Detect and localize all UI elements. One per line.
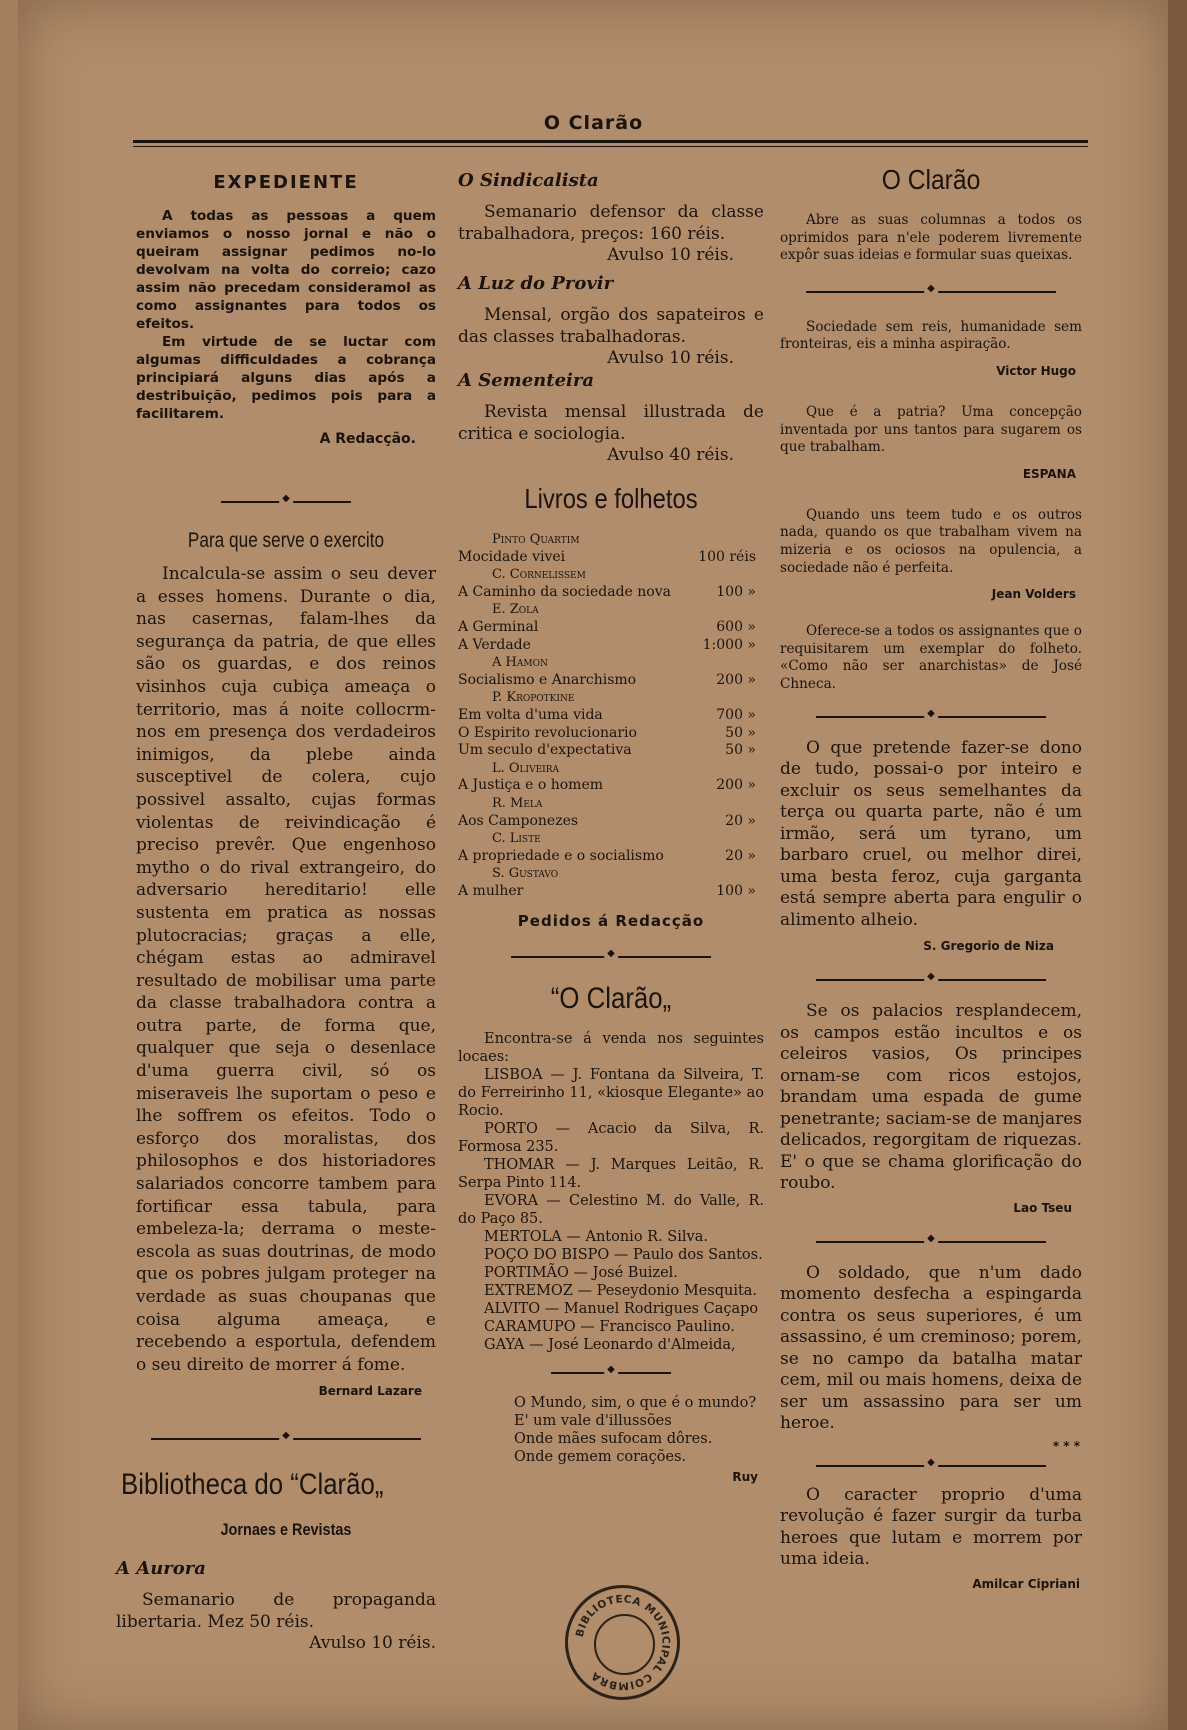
biblioteca-subtitle: Jornaes e Revistas bbox=[220, 1520, 352, 1540]
sementeira-text: Revista mensal illustrada de critica e sociologia. bbox=[458, 402, 764, 444]
expediente-title: EXPEDIENTE bbox=[213, 172, 359, 193]
soldado-author: * * * bbox=[1052, 1438, 1080, 1453]
exercito-title: Para que serve o exercito bbox=[187, 529, 385, 552]
oclarao-intro: Abre as suas columnas a todos os oprimidos para n'ele poderem livremente expôr suas ideias e formular suas queixas. bbox=[780, 212, 1082, 264]
book-title: O Espirito revolucionario bbox=[458, 724, 637, 741]
sindicalista-heading: O Sindicalista bbox=[458, 170, 599, 191]
divider bbox=[816, 975, 1046, 985]
divider bbox=[816, 1461, 1046, 1471]
book-row bbox=[458, 813, 764, 831]
book-title: A Justiça e o homem bbox=[458, 777, 604, 794]
book-title: Socialismo e Anarchismo bbox=[458, 671, 637, 688]
luz-heading: A Luz do Provir bbox=[458, 273, 614, 294]
book-row bbox=[458, 865, 764, 883]
books-list bbox=[458, 531, 764, 900]
book-price: 100 réis bbox=[698, 548, 756, 565]
quote-text: Sociedade sem reis, humanidade sem fronteiras, eis a minha aspiração. bbox=[780, 318, 1082, 353]
venda-local: PORTO — Acacio da Silva, R. Formosa 235. bbox=[458, 1121, 764, 1156]
book-row bbox=[458, 637, 764, 655]
divider bbox=[816, 712, 1046, 722]
luz-price: Avulso 10 réis. bbox=[607, 348, 734, 368]
book-author: C. Cornelissem bbox=[492, 567, 586, 583]
column-middle bbox=[458, 170, 764, 1484]
book-row bbox=[458, 848, 764, 866]
book-title: A Caminho da sociedade nova bbox=[458, 583, 671, 600]
exercito-text: Incalcula-se assim o seu dever a esses homens. Durante o dia, nas casernas, falam-lhes da segurança da patria, de que elles são os guardas, e dos reinos visinhos cuja cubiça ameaça o territorio, mas á noite collocrm-nos em presença dos verdadeiros inimigos, da plebe ainda susceptivel de colera, cujo possivel assalto, cujas formas violentas de reivindicação é preciso prevêr. Que engenhoso mytho o do rival extrangeiro, do adversario hereditario! elle sustenta em pratica as nossas plutocracias; graças a elle, chégam estas ao admiravel resultado de mobilisar uma parte da classe trabalhadora contra a outra parte, de forma que, qualquer que seja o desenlace d'uma guerra civil, só os miseraveis lhe suportam o peso e lhe soffrem os efeitos. Todo o esforço dos moralistas, dos philosophos e dos historiadores salariados concorre tambem para fortificar essa tabula, para embeleza-la; derrama o meste-escola as suas doutrinas, de modo que os pobres julgam proteger na verdade as suas choupanas que coisa alguma ameaça, e recebendo a esportula, defendem o seu direito de morrer á fome. bbox=[136, 564, 436, 1375]
book-row bbox=[458, 883, 764, 901]
expediente-sign: A Redacção. bbox=[319, 431, 416, 447]
venda-local: GAYA — José Leonardo d'Almeida, bbox=[484, 1337, 736, 1354]
quote-text: Que é a patria? Uma concepção inventada por uns tantos para sugarem os que trabalham. bbox=[780, 403, 1082, 456]
aurora-text: Semanario de propaganda libertaria. Mez 50 réis. bbox=[116, 1590, 436, 1633]
book-price: 20 » bbox=[725, 847, 756, 864]
book-price: 600 » bbox=[716, 618, 756, 635]
oclarao-title: O Clarão bbox=[881, 164, 981, 195]
book-row bbox=[458, 601, 764, 619]
book-price: 100 » bbox=[716, 882, 756, 899]
oferece-text: Oferece-se a todos os assignantes que o requisitarem um exemplar do folheto. «Como não ser anarchistas» de José Chneca. bbox=[780, 623, 1082, 692]
book-row bbox=[458, 689, 764, 707]
dono-text: O que pretende fazer-se dono de tudo, possai-o por inteiro e excluir os seus semelhantes da terça ou quarta parte, não é um irmão, será um tyrano, um barbaro cruel, ou melhor direi, uma besta feroz, cuja garganta está sempre aberta para engulir o alimento alheio. bbox=[780, 737, 1082, 930]
book-row bbox=[458, 830, 764, 848]
book-row bbox=[458, 795, 764, 813]
book-row bbox=[458, 777, 764, 795]
page-edge bbox=[1168, 0, 1187, 1730]
book-title: A Verdade bbox=[458, 636, 531, 653]
pedidos: Pedidos á Redacção bbox=[517, 912, 705, 931]
book-row bbox=[458, 566, 764, 584]
book-author: C. Liste bbox=[492, 831, 541, 847]
book-row bbox=[458, 654, 764, 672]
poem-line: E' um vale d'illussões bbox=[514, 1413, 672, 1430]
venda-local: CARAMUPO — Francisco Paulino. bbox=[484, 1319, 735, 1336]
book-row bbox=[458, 584, 764, 602]
caracter-author: Amilcar Cipriani bbox=[972, 1576, 1080, 1591]
poem-line: Onde mães sufocam dôres. bbox=[514, 1431, 713, 1448]
dono-author: S. Gregorio de Niza bbox=[923, 939, 1054, 953]
book-price: 20 » bbox=[725, 812, 756, 829]
book-title: Em volta d'uma vida bbox=[458, 706, 603, 723]
venda-local: EXTREMOZ — Peseydonio Mesquita. bbox=[484, 1283, 758, 1300]
book-row bbox=[458, 707, 764, 725]
livros-title: Livros e folhetos bbox=[524, 483, 698, 514]
palacios-text: Se os palacios resplandecem, os campos estão incultos e os celeiros vasios, Os principes ornam-se com ricos estojos, brandam uma espada de gume penetrante; saciam-se de manjares delicados, regorgitam de riquezas. E' o que se chama glorificação do roubo. bbox=[780, 1001, 1082, 1193]
sementeira-heading: A Sementeira bbox=[458, 370, 595, 391]
poem bbox=[514, 1394, 764, 1466]
sindicalista-price: Avulso 10 réis. bbox=[607, 245, 734, 265]
book-price: 200 » bbox=[716, 777, 756, 794]
palacios-author: Lao Tseu bbox=[1013, 1200, 1072, 1215]
book-title: A Germinal bbox=[458, 618, 539, 635]
book-title: Mocidade vivei bbox=[458, 548, 566, 565]
book-row bbox=[458, 672, 764, 690]
quote-author: Jean Volders bbox=[991, 587, 1076, 602]
quotes-list bbox=[780, 319, 1082, 601]
book-price: 100 » bbox=[716, 583, 756, 600]
poem-author: Ruy bbox=[732, 1470, 758, 1485]
book-title: Um seculo d'expectativa bbox=[458, 742, 632, 759]
book-price: 1:000 » bbox=[702, 636, 756, 653]
expediente-p2: Em virtude de se luctar com algumas difficuldades a cobrança principiará alguns dias após a destribuição, pedimos pois para a facilitarem. bbox=[136, 334, 436, 422]
venda-local: THOMAR — J. Marques Leitão, R. Serpa Pinto 114. bbox=[458, 1157, 764, 1192]
divider bbox=[151, 1434, 421, 1444]
book-title: A propriedade e o socialismo bbox=[458, 847, 664, 864]
quote-author: ESPANA bbox=[1022, 466, 1076, 481]
masthead-rule bbox=[133, 140, 1088, 143]
svg-text:BIBLIOTECA MUNICIPAL COIMBRA bbox=[574, 1593, 672, 1691]
expediente-p1: A todas as pessoas a quem enviamos o nosso jornal e não o queiram assignar pedimos no-lo devolvam na volta do correio; cazo assim não precedam consideramol as como assignantes para todos os efeitos. bbox=[136, 208, 436, 332]
aurora-heading: A Aurora bbox=[116, 1558, 206, 1580]
book-row bbox=[458, 760, 764, 778]
masthead-rule-thin bbox=[133, 146, 1088, 147]
venda-local: EVORA — Celestino M. do Valle, R. do Paço 85. bbox=[458, 1193, 764, 1228]
poem-line: O Mundo, sim, o que é o mundo? bbox=[514, 1395, 757, 1412]
stamp-text-ring bbox=[568, 1588, 677, 1697]
biblioteca-title: Bibliotheca do “Clarão„ bbox=[121, 1468, 384, 1502]
soldado-text: O soldado, que n'um dado momento desfecha a espingarda contra os seus superiores, é um assassino, é um creminoso; porem, se no campo da batalha matar cem, mil ou mais homens, deixa de ser um assassino para ser um heroe. bbox=[780, 1262, 1082, 1433]
aurora-price: Avulso 10 réis. bbox=[309, 1633, 436, 1654]
poem-line: Onde gemem corações. bbox=[514, 1449, 687, 1466]
book-price: 50 » bbox=[725, 742, 756, 759]
book-price: 700 » bbox=[716, 706, 756, 723]
masthead: O Clarão bbox=[543, 112, 644, 134]
venda-title: “O Clarão„ bbox=[550, 982, 672, 1016]
divider bbox=[511, 952, 711, 962]
venda-local: PORTIMÃO — José Buizel. bbox=[484, 1265, 678, 1282]
venda-intro: Encontra-se á venda nos seguintes locaes: bbox=[458, 1031, 764, 1066]
book-author: S. Gustavo bbox=[492, 866, 559, 882]
divider bbox=[806, 287, 1056, 297]
book-author: R. Mela bbox=[492, 795, 543, 811]
book-title: A mulher bbox=[458, 882, 524, 899]
venda-local: LISBOA — J. Fontana da Silveira, T. do Ferreirinho 11, «kiosque Elegante» ao Rocio. bbox=[458, 1067, 764, 1120]
book-row bbox=[458, 725, 764, 743]
divider bbox=[551, 1368, 671, 1378]
stamp-text: BIBLIOTECA MUNICIPAL COIMBRA bbox=[573, 1593, 672, 1692]
quote-text: Quando uns teem tudo e os outros nada, quando os que trabalham vivem na mizeria e os ociosos na opulencia, a sociedade não é perfeita. bbox=[780, 506, 1082, 576]
quote-author: Victor Hugo bbox=[996, 363, 1076, 378]
book-title: Aos Camponezes bbox=[458, 812, 579, 829]
locais-list bbox=[458, 1066, 764, 1354]
book-row bbox=[458, 531, 764, 549]
column-left bbox=[116, 172, 436, 1654]
divider bbox=[221, 497, 351, 507]
caracter-text: O caracter proprio d'uma revolução é fazer surgir da turba heroes que lutam e morrem por uma ideia. bbox=[780, 1484, 1082, 1569]
library-stamp bbox=[565, 1585, 680, 1700]
book-author: E. Zola bbox=[492, 602, 539, 618]
venda-local: MERTOLA — Antonio R. Silva. bbox=[484, 1229, 708, 1246]
book-author: P. Kropotkine bbox=[492, 690, 575, 706]
book-row bbox=[458, 619, 764, 637]
sementeira-price: Avulso 40 réis. bbox=[607, 445, 734, 465]
venda-local: ALVITO — Manuel Rodrigues Caçapo bbox=[484, 1301, 759, 1318]
column-right bbox=[780, 164, 1082, 1591]
book-row bbox=[458, 742, 764, 760]
divider bbox=[816, 1237, 1046, 1247]
book-price: 200 » bbox=[716, 671, 756, 688]
book-author: Pinto Quartim bbox=[492, 532, 580, 547]
book-author: L. Oliveira bbox=[492, 760, 559, 776]
book-author: A Hamon bbox=[492, 655, 548, 671]
venda-local: POÇO DO BISPO — Paulo dos Santos. bbox=[484, 1247, 763, 1264]
book-row bbox=[458, 549, 764, 567]
exercito-author: Bernard Lazare bbox=[318, 1384, 422, 1399]
book-price: 50 » bbox=[725, 724, 756, 741]
sindicalista-text: Semanario defensor da classe trabalhadora, preços: 160 réis. bbox=[458, 202, 764, 244]
luz-text: Mensal, orgão dos sapateiros e das classes trabalhadoras. bbox=[458, 305, 764, 347]
